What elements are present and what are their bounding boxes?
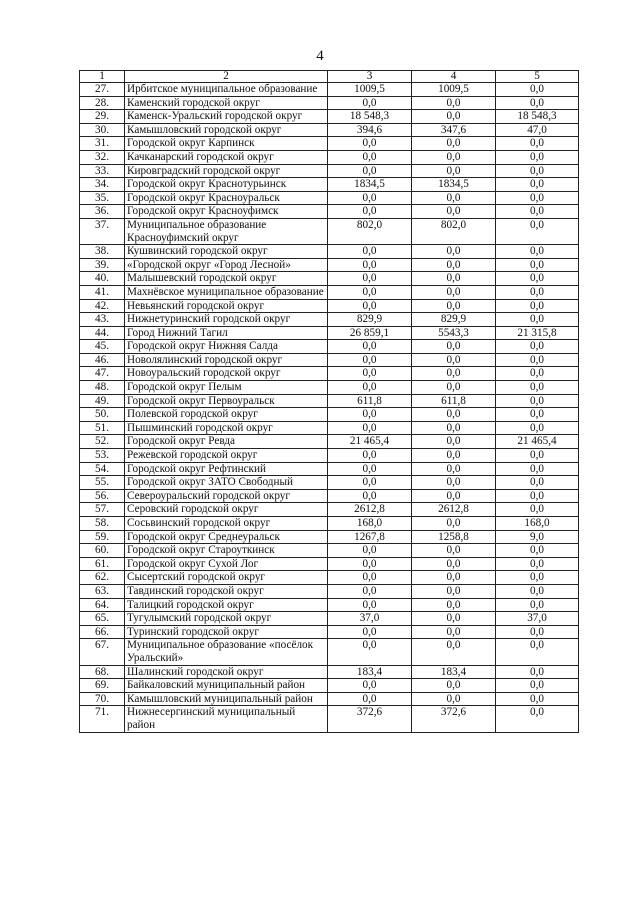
value-col-4: 802,0	[412, 218, 496, 244]
municipality-name: Талицкий городской округ	[125, 598, 328, 612]
municipality-name: Сысертский городской округ	[125, 571, 328, 585]
table-row	[80, 285, 579, 299]
table-row	[80, 123, 579, 137]
value-col-3: 0,0	[328, 625, 412, 639]
row-number: 52.	[80, 435, 125, 449]
row-number: 53.	[80, 449, 125, 463]
value-col-5: 0,0	[496, 178, 579, 192]
table-row	[80, 313, 579, 327]
row-number: 37.	[80, 218, 125, 244]
municipality-name: Махнёвское муниципальное образование	[125, 285, 328, 299]
value-col-4: 0,0	[412, 245, 496, 259]
municipality-name: Муниципальное образование «посёлок Уральский»	[125, 639, 328, 665]
value-col-3: 0,0	[328, 598, 412, 612]
municipality-name: Камышловский муниципальный район	[125, 692, 328, 706]
value-col-3: 0,0	[328, 205, 412, 219]
row-number: 65.	[80, 612, 125, 626]
municipality-name: Городской округ Краснотурьинск	[125, 178, 328, 192]
municipality-name: Нижнетуринский городской округ	[125, 313, 328, 327]
municipality-name: Тавдинский городской округ	[125, 584, 328, 598]
row-number: 43.	[80, 313, 125, 327]
table-header-row	[80, 71, 579, 83]
table-row	[80, 449, 579, 463]
municipality-name: Муниципальное образование Красноуфимский округ	[125, 218, 328, 244]
column-header-5: 5	[496, 71, 579, 83]
value-col-4: 1009,5	[412, 83, 496, 97]
value-col-4: 2612,8	[412, 503, 496, 517]
municipality-name: Городской округ Нижняя Салда	[125, 340, 328, 354]
municipality-name: Кушвинский городской округ	[125, 245, 328, 259]
row-number: 51.	[80, 421, 125, 435]
table-row	[80, 584, 579, 598]
value-col-3: 0,0	[328, 258, 412, 272]
value-col-3: 21 465,4	[328, 435, 412, 449]
value-col-3: 26 859,1	[328, 326, 412, 340]
value-col-5: 0,0	[496, 692, 579, 706]
row-number: 42.	[80, 299, 125, 313]
table-row	[80, 503, 579, 517]
value-col-4: 1834,5	[412, 178, 496, 192]
table-row	[80, 530, 579, 544]
row-number: 56.	[80, 489, 125, 503]
value-col-3: 802,0	[328, 218, 412, 244]
value-col-3: 0,0	[328, 557, 412, 571]
row-number: 58.	[80, 517, 125, 531]
row-number: 38.	[80, 245, 125, 259]
municipality-name: Полевской городской округ	[125, 408, 328, 422]
row-number: 71.	[80, 706, 125, 732]
value-col-4: 0,0	[412, 598, 496, 612]
table-row	[80, 679, 579, 693]
value-col-3: 611,8	[328, 394, 412, 408]
table-row	[80, 612, 579, 626]
municipality-name: Североуральский городской округ	[125, 489, 328, 503]
value-col-3: 168,0	[328, 517, 412, 531]
municipality-name: Городской округ Первоуральск	[125, 394, 328, 408]
value-col-5: 0,0	[496, 639, 579, 665]
value-col-4: 0,0	[412, 679, 496, 693]
value-col-4: 0,0	[412, 476, 496, 490]
value-col-4: 0,0	[412, 272, 496, 286]
value-col-4: 372,6	[412, 706, 496, 732]
row-number: 57.	[80, 503, 125, 517]
value-col-5: 168,0	[496, 517, 579, 531]
value-col-5: 21 315,8	[496, 326, 579, 340]
value-col-4: 0,0	[412, 421, 496, 435]
value-col-3: 0,0	[328, 367, 412, 381]
row-number: 66.	[80, 625, 125, 639]
value-col-3: 1834,5	[328, 178, 412, 192]
municipality-name: Шалинский городской округ	[125, 665, 328, 679]
row-number: 46.	[80, 353, 125, 367]
value-col-5: 0,0	[496, 584, 579, 598]
value-col-4: 0,0	[412, 625, 496, 639]
value-col-5: 0,0	[496, 150, 579, 164]
value-col-3: 0,0	[328, 679, 412, 693]
row-number: 36.	[80, 205, 125, 219]
value-col-4: 0,0	[412, 367, 496, 381]
value-col-4: 0,0	[412, 408, 496, 422]
row-number: 55.	[80, 476, 125, 490]
municipality-name: Тугулымский городской округ	[125, 612, 328, 626]
value-col-5: 0,0	[496, 164, 579, 178]
row-number: 44.	[80, 326, 125, 340]
value-col-4: 347,6	[412, 123, 496, 137]
value-col-5: 0,0	[496, 665, 579, 679]
value-col-5: 0,0	[496, 353, 579, 367]
value-col-5: 21 465,4	[496, 435, 579, 449]
municipality-name: Каменск-Уральский городской округ	[125, 110, 328, 124]
table-row	[80, 571, 579, 585]
row-number: 48.	[80, 381, 125, 395]
value-col-3: 0,0	[328, 408, 412, 422]
value-col-5: 0,0	[496, 137, 579, 151]
municipality-name: Камышловский городской округ	[125, 123, 328, 137]
row-number: 35.	[80, 191, 125, 205]
value-col-3: 0,0	[328, 285, 412, 299]
value-col-3: 18 548,3	[328, 110, 412, 124]
table-row	[80, 692, 579, 706]
value-col-5: 0,0	[496, 367, 579, 381]
row-number: 61.	[80, 557, 125, 571]
table-row	[80, 340, 579, 354]
table-row	[80, 110, 579, 124]
row-number: 45.	[80, 340, 125, 354]
table-row	[80, 517, 579, 531]
value-col-4: 0,0	[412, 191, 496, 205]
municipality-name: Город Нижний Тагил	[125, 326, 328, 340]
value-col-5: 0,0	[496, 272, 579, 286]
table-row	[80, 83, 579, 97]
row-number: 39.	[80, 258, 125, 272]
value-col-3: 0,0	[328, 544, 412, 558]
table-row	[80, 625, 579, 639]
row-number: 40.	[80, 272, 125, 286]
value-col-5: 0,0	[496, 476, 579, 490]
table-row	[80, 258, 579, 272]
value-col-4: 0,0	[412, 449, 496, 463]
column-header-1: 1	[80, 71, 125, 83]
value-col-4: 0,0	[412, 340, 496, 354]
table-row	[80, 557, 579, 571]
value-col-5: 0,0	[496, 394, 579, 408]
value-col-5: 47,0	[496, 123, 579, 137]
value-col-5: 0,0	[496, 449, 579, 463]
municipality-name: Новоуральский городской округ	[125, 367, 328, 381]
value-col-4: 1258,8	[412, 530, 496, 544]
value-col-5: 0,0	[496, 218, 579, 244]
table-row	[80, 489, 579, 503]
table-row	[80, 639, 579, 665]
value-col-5: 0,0	[496, 191, 579, 205]
row-number: 59.	[80, 530, 125, 544]
row-number: 30.	[80, 123, 125, 137]
value-col-5: 0,0	[496, 96, 579, 110]
value-col-4: 829,9	[412, 313, 496, 327]
value-col-3: 0,0	[328, 584, 412, 598]
table-row	[80, 272, 579, 286]
table-row	[80, 245, 579, 259]
value-col-3: 0,0	[328, 340, 412, 354]
table-row	[80, 476, 579, 490]
row-number: 31.	[80, 137, 125, 151]
value-col-5: 0,0	[496, 462, 579, 476]
value-col-4: 0,0	[412, 639, 496, 665]
value-col-5: 0,0	[496, 285, 579, 299]
value-col-5: 0,0	[496, 205, 579, 219]
table-row	[80, 191, 579, 205]
value-col-3: 0,0	[328, 299, 412, 313]
value-col-4: 5543,3	[412, 326, 496, 340]
row-number: 50.	[80, 408, 125, 422]
value-col-4: 0,0	[412, 489, 496, 503]
municipality-name: Городской округ Сухой Лог	[125, 557, 328, 571]
value-col-5: 0,0	[496, 421, 579, 435]
table-row	[80, 665, 579, 679]
table-row	[80, 381, 579, 395]
row-number: 63.	[80, 584, 125, 598]
value-col-4: 0,0	[412, 381, 496, 395]
value-col-5: 0,0	[496, 679, 579, 693]
municipality-name: Городской округ ЗАТО Свободный	[125, 476, 328, 490]
municipality-name: Городской округ Красноуфимск	[125, 205, 328, 219]
value-col-3: 0,0	[328, 571, 412, 585]
value-col-3: 0,0	[328, 489, 412, 503]
municipality-name: Городской округ Красноуральск	[125, 191, 328, 205]
value-col-3: 0,0	[328, 449, 412, 463]
value-col-3: 183,4	[328, 665, 412, 679]
row-number: 49.	[80, 394, 125, 408]
municipality-name: «Городской округ «Город Лесной»	[125, 258, 328, 272]
value-col-3: 37,0	[328, 612, 412, 626]
value-col-4: 0,0	[412, 205, 496, 219]
municipality-name: Городской округ Рефтинский	[125, 462, 328, 476]
value-col-4: 0,0	[412, 462, 496, 476]
value-col-3: 829,9	[328, 313, 412, 327]
value-col-5: 0,0	[496, 245, 579, 259]
municipality-name: Пышминский городской округ	[125, 421, 328, 435]
municipality-name: Туринский городской округ	[125, 625, 328, 639]
value-col-4: 0,0	[412, 96, 496, 110]
row-number: 29.	[80, 110, 125, 124]
table-body	[80, 83, 579, 733]
table-row	[80, 421, 579, 435]
municipality-name: Городской округ Ревда	[125, 435, 328, 449]
value-col-5: 0,0	[496, 557, 579, 571]
value-col-5: 0,0	[496, 313, 579, 327]
table-row	[80, 205, 579, 219]
municipality-name: Городской округ Староуткинск	[125, 544, 328, 558]
municipality-name: Нижнесергинский муниципальный район	[125, 706, 328, 732]
row-number: 69.	[80, 679, 125, 693]
value-col-4: 0,0	[412, 517, 496, 531]
municipality-name: Городской округ Среднеуральск	[125, 530, 328, 544]
value-col-3: 0,0	[328, 191, 412, 205]
row-number: 28.	[80, 96, 125, 110]
value-col-3: 0,0	[328, 476, 412, 490]
row-number: 60.	[80, 544, 125, 558]
table-row	[80, 394, 579, 408]
value-col-5: 0,0	[496, 340, 579, 354]
value-col-5: 18 548,3	[496, 110, 579, 124]
value-col-3: 0,0	[328, 381, 412, 395]
value-col-3: 0,0	[328, 96, 412, 110]
column-header-3: 3	[328, 71, 412, 83]
value-col-4: 0,0	[412, 164, 496, 178]
value-col-5: 0,0	[496, 83, 579, 97]
value-col-3: 0,0	[328, 692, 412, 706]
row-number: 33.	[80, 164, 125, 178]
table-row	[80, 353, 579, 367]
value-col-4: 0,0	[412, 435, 496, 449]
value-col-5: 0,0	[496, 299, 579, 313]
value-col-3: 0,0	[328, 150, 412, 164]
row-number: 41.	[80, 285, 125, 299]
row-number: 32.	[80, 150, 125, 164]
value-col-5: 0,0	[496, 381, 579, 395]
row-number: 34.	[80, 178, 125, 192]
table-row	[80, 408, 579, 422]
page-number: 4	[316, 48, 324, 64]
value-col-3: 0,0	[328, 353, 412, 367]
value-col-4: 0,0	[412, 544, 496, 558]
municipality-name: Невьянский городской округ	[125, 299, 328, 313]
municipality-name: Кировградский городской округ	[125, 164, 328, 178]
value-col-5: 0,0	[496, 489, 579, 503]
column-header-2: 2	[125, 71, 328, 83]
value-col-3: 2612,8	[328, 503, 412, 517]
budget-table	[79, 70, 579, 733]
municipality-name: Ирбитское муниципальное образование	[125, 83, 328, 97]
value-col-3: 0,0	[328, 137, 412, 151]
table-row	[80, 150, 579, 164]
value-col-4: 0,0	[412, 285, 496, 299]
value-col-5: 0,0	[496, 544, 579, 558]
row-number: 68.	[80, 665, 125, 679]
value-col-3: 0,0	[328, 639, 412, 665]
table-row	[80, 435, 579, 449]
table-row	[80, 164, 579, 178]
value-col-5: 0,0	[496, 625, 579, 639]
table-row	[80, 218, 579, 244]
value-col-4: 0,0	[412, 584, 496, 598]
municipality-name: Сосьвинский городской округ	[125, 517, 328, 531]
value-col-5: 0,0	[496, 706, 579, 732]
municipality-name: Серовский городской округ	[125, 503, 328, 517]
value-col-3: 0,0	[328, 245, 412, 259]
value-col-4: 0,0	[412, 299, 496, 313]
value-col-4: 611,8	[412, 394, 496, 408]
value-col-3: 0,0	[328, 462, 412, 476]
value-col-4: 0,0	[412, 557, 496, 571]
table-row	[80, 462, 579, 476]
municipality-name: Качканарский городской округ	[125, 150, 328, 164]
table-row	[80, 598, 579, 612]
municipality-name: Малышевский городской округ	[125, 272, 328, 286]
municipality-name: Байкаловский муниципальный район	[125, 679, 328, 693]
column-header-4: 4	[412, 71, 496, 83]
value-col-3: 1009,5	[328, 83, 412, 97]
value-col-5: 0,0	[496, 598, 579, 612]
value-col-4: 0,0	[412, 612, 496, 626]
value-col-5: 0,0	[496, 408, 579, 422]
value-col-4: 0,0	[412, 571, 496, 585]
table-row	[80, 299, 579, 313]
municipality-name: Режевской городской округ	[125, 449, 328, 463]
table-row	[80, 367, 579, 381]
value-col-4: 183,4	[412, 665, 496, 679]
value-col-3: 394,6	[328, 123, 412, 137]
row-number: 27.	[80, 83, 125, 97]
table-row	[80, 706, 579, 732]
value-col-5: 0,0	[496, 258, 579, 272]
value-col-4: 0,0	[412, 110, 496, 124]
table-row	[80, 178, 579, 192]
value-col-4: 0,0	[412, 258, 496, 272]
municipality-name: Городской округ Пелым	[125, 381, 328, 395]
value-col-3: 0,0	[328, 272, 412, 286]
table-row	[80, 326, 579, 340]
value-col-3: 0,0	[328, 421, 412, 435]
municipality-name: Каменский городской округ	[125, 96, 328, 110]
row-number: 70.	[80, 692, 125, 706]
value-col-4: 0,0	[412, 150, 496, 164]
value-col-4: 0,0	[412, 692, 496, 706]
value-col-5: 0,0	[496, 571, 579, 585]
value-col-4: 0,0	[412, 353, 496, 367]
table-row	[80, 544, 579, 558]
value-col-4: 0,0	[412, 137, 496, 151]
municipality-name: Новолялинский городской округ	[125, 353, 328, 367]
value-col-3: 0,0	[328, 164, 412, 178]
row-number: 54.	[80, 462, 125, 476]
value-col-5: 0,0	[496, 503, 579, 517]
row-number: 67.	[80, 639, 125, 665]
municipality-name: Городской округ Карпинск	[125, 137, 328, 151]
value-col-3: 372,6	[328, 706, 412, 732]
table-row	[80, 137, 579, 151]
table-row	[80, 96, 579, 110]
value-col-3: 1267,8	[328, 530, 412, 544]
row-number: 47.	[80, 367, 125, 381]
value-col-5: 9,0	[496, 530, 579, 544]
row-number: 64.	[80, 598, 125, 612]
value-col-5: 37,0	[496, 612, 579, 626]
row-number: 62.	[80, 571, 125, 585]
